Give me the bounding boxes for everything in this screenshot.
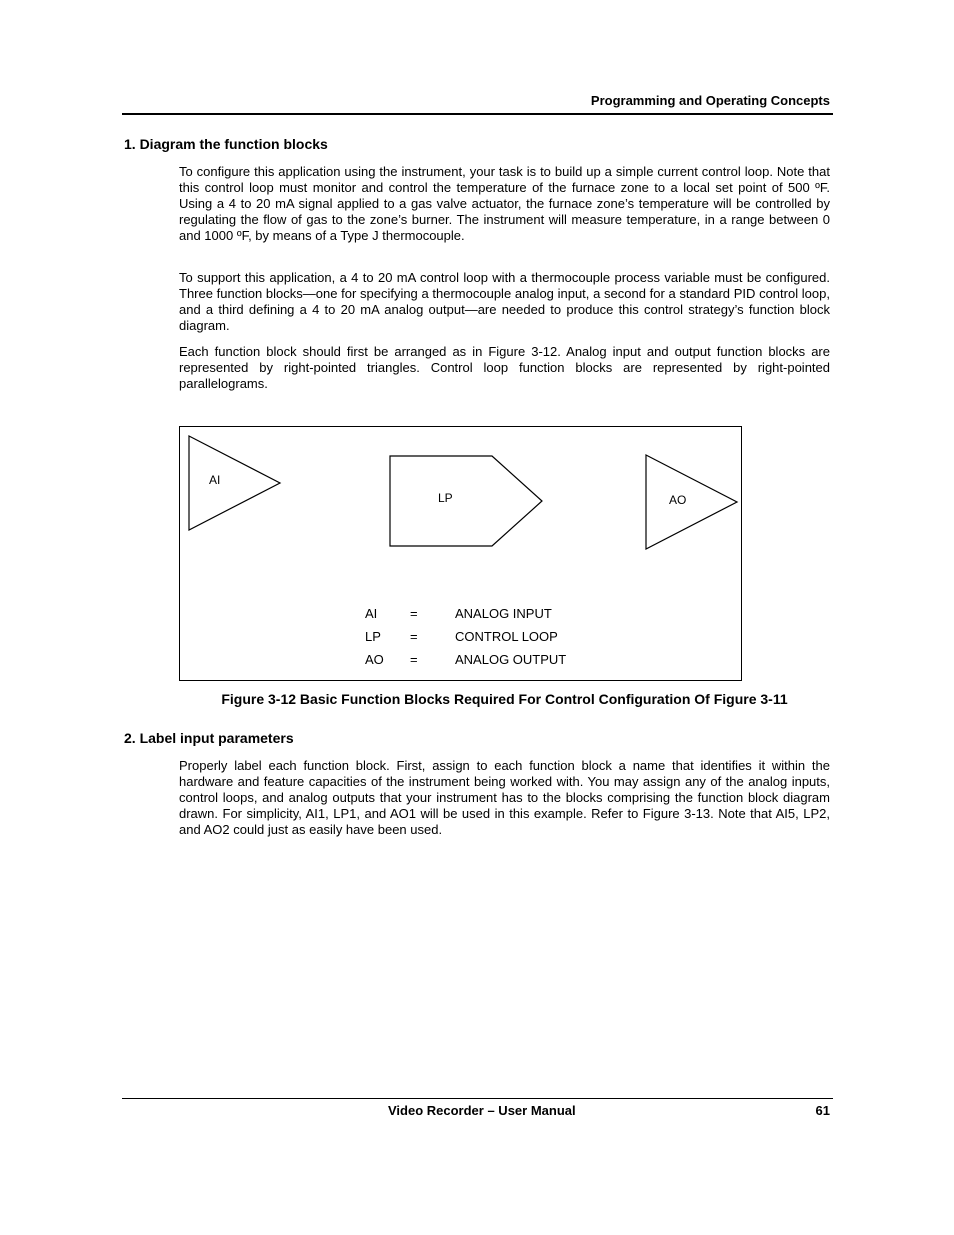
legend-definition: ANALOG INPUT [455,606,552,621]
paragraph-arrange: Each function block should first be arranged as in Figure 3-12. Analog input and output function blocks are represented by right-pointed triangles. Control loop function blocks are represented by right-pointed parallelograms. [179,344,830,391]
lp-block-label: LP [438,491,453,505]
legend-definition: ANALOG OUTPUT [455,652,567,667]
footer-title: Video Recorder – User Manual [388,1103,576,1118]
legend-equals: = [410,606,418,621]
ao-block-label: AO [669,493,687,507]
legend-abbr: AO [365,652,384,667]
section-heading-label-inputs: 2. Label input parameters [124,730,294,746]
paragraph-support: To support this application, a 4 to 20 mA control loop with a thermocouple process variable must be configured. Three function blocks—one for specifying a thermocouple analog input, a second for a standard PID control loop, and a third defining a 4 to 20 mA analog output—are needed to produce this control strategy’s function block diagram. [179,270,830,333]
footer-rule [122,1098,833,1099]
legend-definition: CONTROL LOOP [455,629,558,644]
ao-triangle-block [646,455,737,549]
section-heading-diagram: 1. Diagram the function blocks [124,136,328,152]
header-rule [122,113,833,115]
figure-diagram [179,426,742,681]
ai-triangle-block [189,436,280,530]
page-number: 61 [815,1103,830,1118]
lp-parallelogram-block [390,456,542,546]
legend-abbr: AI [365,606,378,621]
figure-caption: Figure 3-12 Basic Function Blocks Required For Control Configuration Of Figure 3-11 [221,691,788,707]
legend-equals: = [410,652,418,667]
legend-equals: = [410,629,418,644]
paragraph-label-blocks: Properly label each function block. First, assign to each function block a name that identifies it within the hardware and feature capacities of the instrument being worked with. You may assign any of the analog inputs, control loops, and analog outputs that your instrument has to the blocks comprising the function block diagram drawn. For simplicity, AI1, LP1, and AO1 will be used in this example. Refer to Figure 3-13. Note that AI5, LP2, and AO2 could just as easily have been used. [179,758,830,837]
paragraph-configure: To configure this application using the instrument, your task is to build up a simple current control loop. Note that this control loop must monitor and control the temperature of the furnace zone to a local set point of 500 ºF. Using a 4 to 20 mA signal applied to a gas valve actuator, the furnace zone’s temperature will be controlled by regulating the flow of gas to the zone’s burner. The instrument will measure temperature, in a range between 0 and 1000 ºF, by means of a Type J thermocouple. [179,164,830,243]
legend-abbr: LP [365,629,381,644]
ai-block-label: AI [209,473,221,487]
running-header: Programming and Operating Concepts [590,93,830,108]
